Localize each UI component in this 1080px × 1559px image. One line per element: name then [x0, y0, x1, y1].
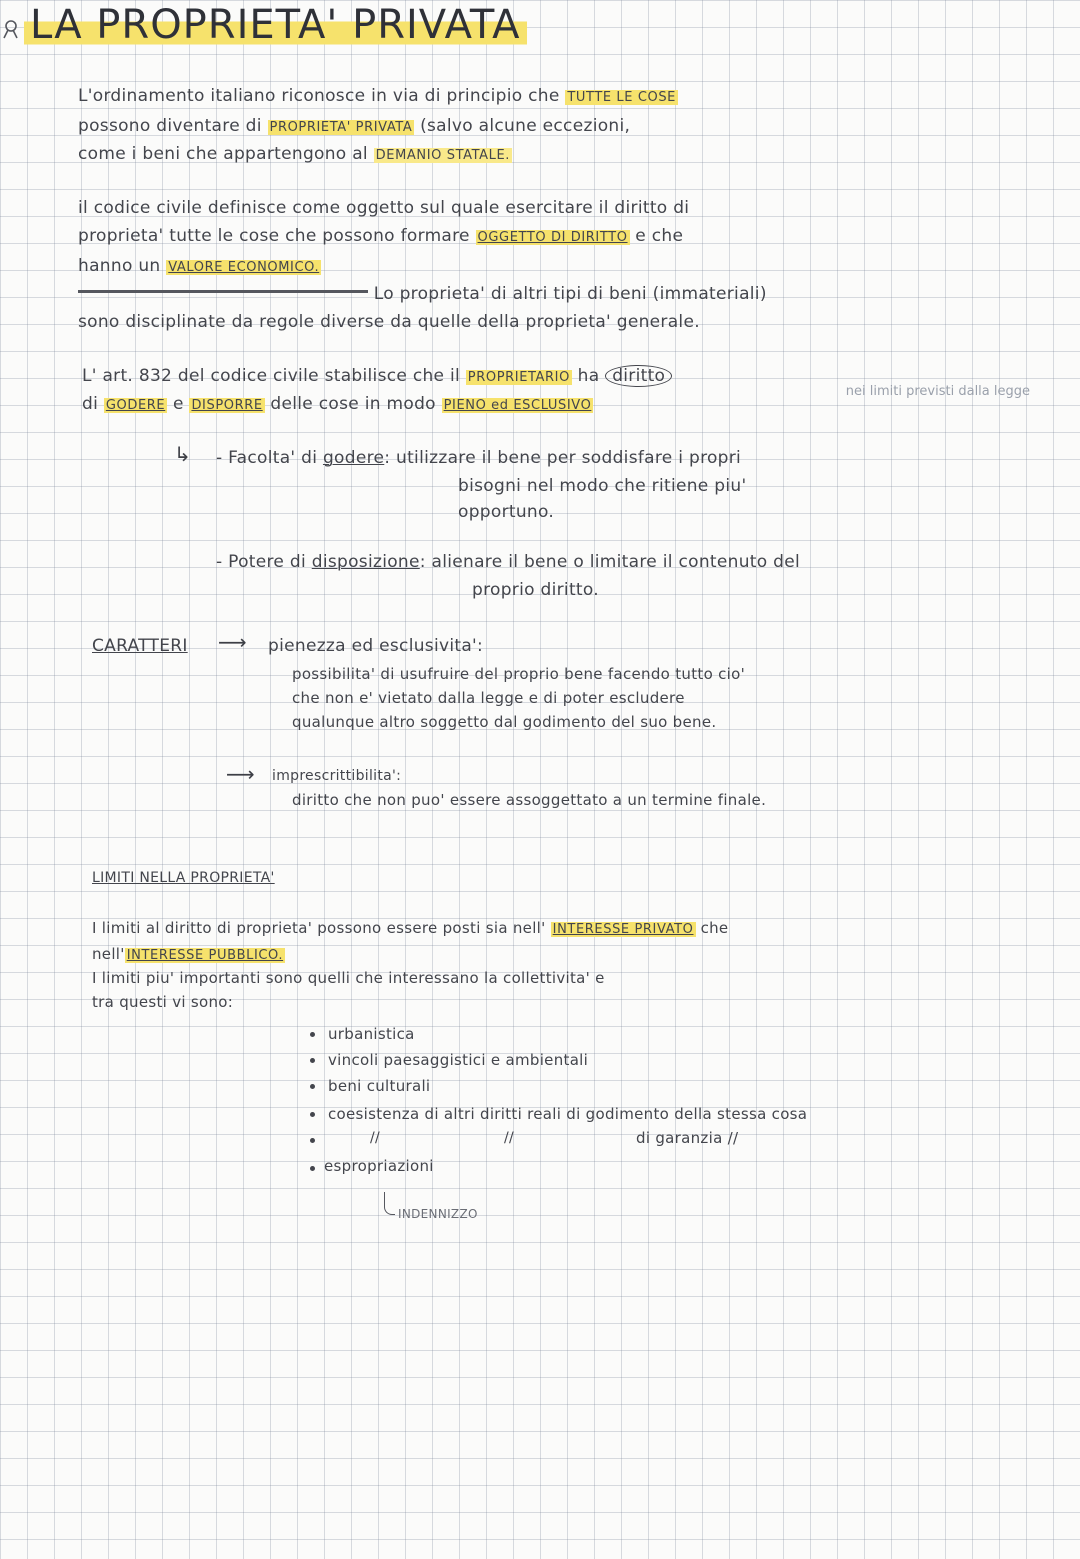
facolta-line-3: opportuno. — [458, 502, 555, 522]
list-item: vincoli paesaggistici e ambientali — [328, 1051, 589, 1069]
list-item: urbanistica — [328, 1025, 415, 1043]
art-line-1: L' art. 832 del codice civile stabilisce che il PROPRIETARIO ha diritto — [82, 364, 672, 390]
codice-line-3: hanno un VALORE ECONOMICO. — [78, 256, 320, 276]
page-title: LA PROPRIETA' PRIVATA — [24, 2, 527, 48]
art-line-2: di GODERE e DISPORRE delle cose in modo PIENO ed ESCLUSIVO — [82, 394, 592, 414]
potere-line-1: - Potere di disposizione: alienare il bene o limitare il contenuto del — [216, 552, 801, 572]
caratteri-1-line-3: qualunque altro soggetto dal godimento del suo bene. — [292, 713, 717, 731]
limiti-line-2: nell' INTERESSE PUBBLICO. — [92, 945, 284, 963]
bullet — [310, 1112, 315, 1117]
indennizzo-connector — [384, 1192, 395, 1215]
curved-arrow-icon: ↳ — [174, 442, 191, 466]
codice-line-1: il codice civile definisce come oggetto sul quale esercitare il diritto di — [78, 198, 690, 218]
list-item-sub: di garanzia // — [636, 1129, 739, 1147]
limiti-line-3: I limiti piu' importanti sono quelli che interessano la collettivita' e — [92, 969, 605, 987]
limiti-line-1: I limiti al diritto di proprieta' possono essere posti sia nell' INTERESSE PRIVATO che — [92, 919, 729, 937]
list-item: beni culturali — [328, 1077, 431, 1095]
caratteri-1-title: pienezza ed esclusivita': — [268, 636, 484, 656]
facolta-line-1: - Facolta' di godere: utilizzare il bene per soddisfare i propri — [216, 448, 742, 468]
codice-line-2: proprieta' tutte le cose che possono formare OGGETTO DI DIRITTO e che — [78, 226, 684, 246]
pencil-doodle-icon — [2, 18, 22, 40]
bullet — [310, 1058, 315, 1063]
ditto-mark: // — [504, 1130, 515, 1146]
ditto-mark: // — [370, 1130, 381, 1146]
list-item: coesistenza di altri diritti reali di godimento della stessa cosa — [328, 1105, 808, 1123]
codice-line-5: sono disciplinate da regole diverse da quelle della proprieta' generale. — [78, 312, 700, 332]
limiti-heading: LIMITI NELLA PROPRIETA' — [92, 870, 275, 886]
codice-line-4: Lo proprieta' di altri tipi di beni (immateriali) — [78, 282, 767, 306]
facolta-line-2: bisogni nel modo che ritiene piu' — [458, 476, 747, 496]
crossed-out-text — [78, 290, 368, 293]
indennizzo-note: INDENNIZZO — [398, 1207, 478, 1221]
caratteri-heading: CARATTERI — [92, 636, 188, 656]
caratteri-1-line-1: possibilita' di usufruire del proprio bene facendo tutto cio' — [292, 665, 746, 683]
caratteri-1-line-2: che non e' vietato dalla legge e di poter escludere — [292, 689, 685, 707]
bullet — [310, 1166, 315, 1171]
intro-line-3: come i beni che appartengono al DEMANIO STATALE. — [78, 144, 511, 164]
intro-line-2: possono diventare di PROPRIETA' PRIVATA (salvo alcune eccezioni, — [78, 116, 631, 136]
list-item: espropriazioni — [324, 1157, 434, 1175]
pencil-note: nei limiti previsti dalla legge — [845, 384, 1030, 399]
bullet — [310, 1138, 315, 1143]
bullet — [310, 1084, 315, 1089]
limiti-line-4: tra questi vi sono: — [92, 993, 234, 1011]
caratteri-2-title: imprescrittibilita': — [272, 768, 402, 784]
right-arrow-icon-2: ⟶ — [226, 762, 255, 786]
potere-line-2: proprio diritto. — [472, 580, 599, 600]
intro-line-1: L'ordinamento italiano riconosce in via di principio che TUTTE LE COSE — [78, 86, 676, 106]
right-arrow-icon: ⟶ — [218, 630, 247, 654]
caratteri-2-line-1: diritto che non puo' essere assoggettato a un termine finale. — [292, 791, 767, 809]
bullet — [310, 1032, 315, 1037]
